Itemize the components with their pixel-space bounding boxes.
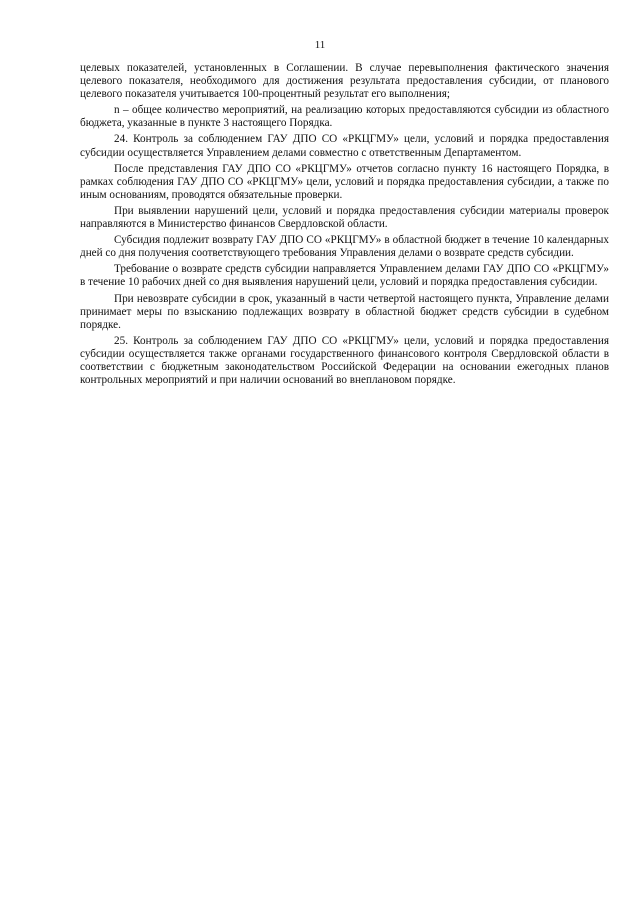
paragraph-clause-25: 25. Контроль за соблюдением ГАУ ДПО СО «РКЦГМУ» цели, условий и порядка предоставления субсидии осуществляется также органами государственного финансового контроля Свердловской области в соответствии с бюджетным законодательством Российской Федерации на основании ежегодных планов контрольных мероприятий и при наличии оснований во внеплановом порядке. bbox=[80, 334, 609, 387]
paragraph-definition-n: n – общее количество мероприятий, на реализацию которых предоставляются субсидии из областного бюджета, указанные в пункте 3 настоящего Порядка. bbox=[80, 104, 609, 130]
paragraph-continuation: целевых показателей, установленных в Соглашении. В случае перевыполнения фактического значения целевого показателя, необходимого для достижения результата предоставления субсидии, от планового целевого показателя учитывается 100-процентный результат его выполнения; bbox=[80, 62, 609, 101]
page-number: 11 bbox=[314, 39, 326, 51]
paragraph-non-refund: При невозврате субсидии в срок, указанный в части четвертой настоящего пункта, Управление делами принимает меры по взысканию подлежащих возврату в областной бюджет средств субсидии в судебном порядке. bbox=[80, 292, 609, 331]
paragraph-refund-request: Требование о возврате средств субсидии направляется Управлением делами ГАУ ДПО СО «РКЦГМУ» в течение 10 рабочих дней со дня выявления нарушений цели, условий и порядка предоставления субсидии. bbox=[80, 263, 609, 289]
document-body bbox=[80, 62, 609, 390]
paragraph-refund: Субсидия подлежит возврату ГАУ ДПО СО «РКЦГМУ» в областной бюджет в течение 10 календарных дней со дня получения соответствующего требования Управления делами о возврате средств субсидии. bbox=[80, 234, 609, 260]
paragraph-clause-24: 24. Контроль за соблюдением ГАУ ДПО СО «РКЦГМУ» цели, условий и порядка предоставления субсидии осуществляется Управлением делами совместно с ответственным Департаментом. bbox=[80, 133, 609, 159]
paragraph-violations: При выявлении нарушений цели, условий и порядка предоставления субсидии материалы проверок направляются в Министерство финансов Свердловской области. bbox=[80, 204, 609, 231]
paragraph-reports-check: После представления ГАУ ДПО СО «РКЦГМУ» отчетов согласно пункту 16 настоящего Порядка, в рамках соблюдения ГАУ ДПО СО «РКЦГМУ» цели, условий и порядка предоставления субсидии, а также по иным основаниям, проводятся обязательные проверки. bbox=[80, 162, 609, 201]
